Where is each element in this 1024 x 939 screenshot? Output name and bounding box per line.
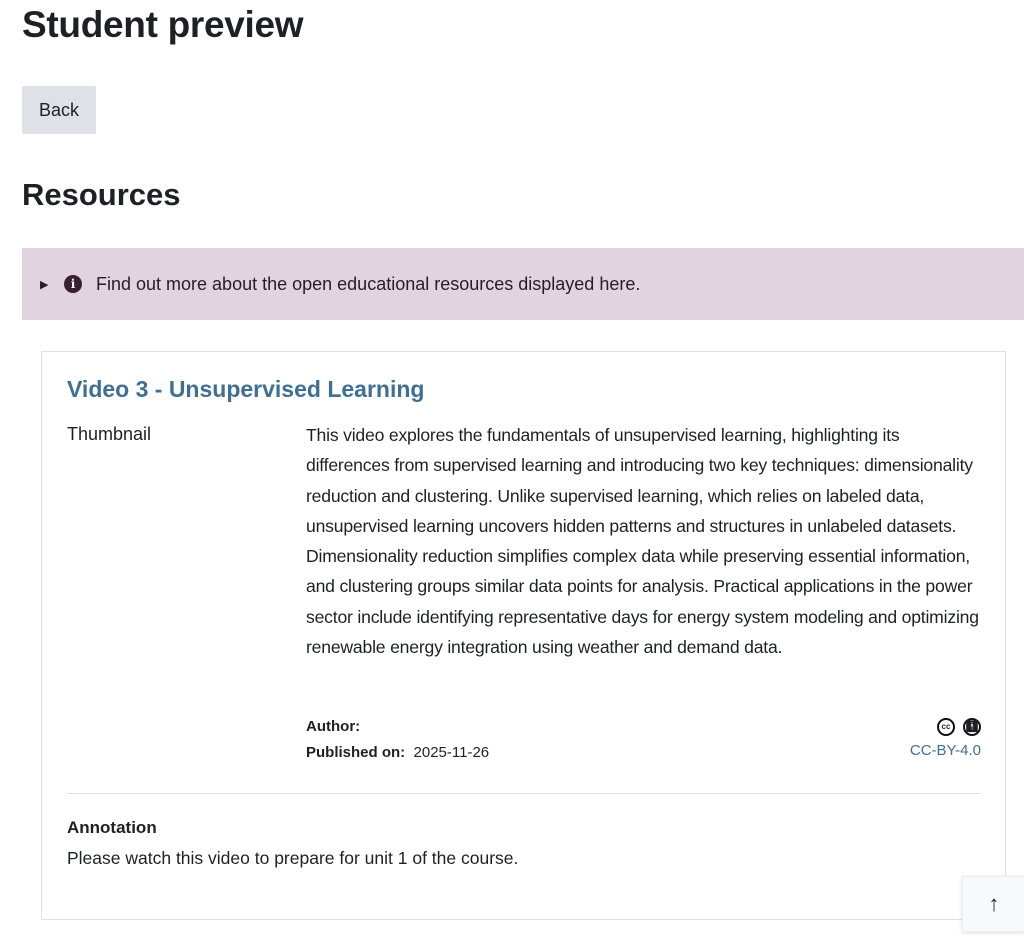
resource-meta <box>306 714 489 766</box>
annotation-text: Please watch this video to prepare for unit 1 of the course. <box>67 848 519 868</box>
back-button[interactable]: Back <box>22 86 96 134</box>
resource-description: This video explores the fundamentals of unsupervised learning, highlighting its differences from supervised learning and introducing two key techniques: dimensionality reduction and clustering. Unlike supervised learning, which relies on labeled data, unsupervised learning uncovers hidden patterns and structures in unlabeled datasets. Dimensionality reduction simplifies complex data while preserving essential information, and clustering groups similar data points for analysis. Practical applications in the power sector include identifying representative days for energy system modeling and optimizing renewable energy integration using weather and demand data. <box>306 425 979 658</box>
license-link[interactable]: CC-BY-4.0 <box>909 741 981 759</box>
section-title: Resources <box>22 177 181 212</box>
resource-title-link[interactable]: Video 3 - Unsupervised Learning <box>67 376 425 402</box>
info-icon: i <box>64 275 82 293</box>
by-attribution-icon: 🚹︎ <box>963 718 981 736</box>
annotation-heading: Annotation <box>67 818 157 837</box>
license <box>910 716 981 759</box>
info-text: Find out more about the open educational resources displayed here. <box>96 273 641 294</box>
page-title: Student preview <box>22 4 304 45</box>
scroll-to-top-button[interactable] <box>962 876 1024 932</box>
expand-triangle-icon: ▶ <box>40 278 49 291</box>
arrow-up-icon: ↑ <box>988 891 1000 916</box>
oer-info-disclosure[interactable] <box>22 248 1024 320</box>
thumbnail: Thumbnail <box>67 424 152 444</box>
divider <box>67 793 981 794</box>
cc-icon: cc <box>937 718 955 736</box>
published-value: 2025-11-26 <box>413 744 490 761</box>
published-label: Published on: <box>306 744 406 761</box>
author-label: Author: <box>306 718 361 735</box>
resource-card <box>41 351 1006 920</box>
